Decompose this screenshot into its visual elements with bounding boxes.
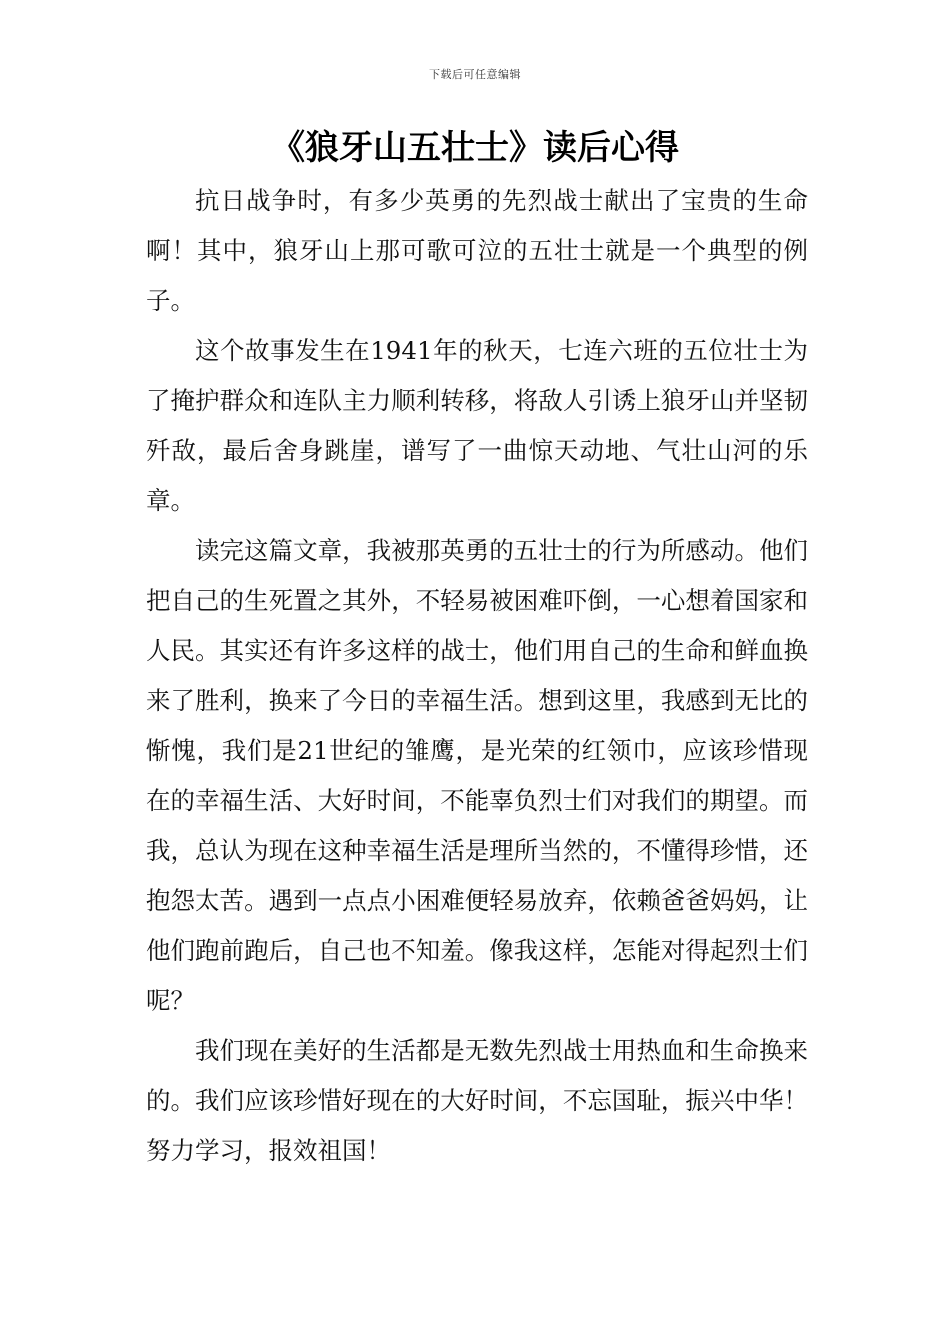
paragraph: 读完这篇文章，我被那英勇的五壮士的行为所感动。他们把自己的生死置之其外，不轻易被困难吓倒，一心想着国家和人民。其实还有许多这样的战士，他们用自己的生命和鲜血换来了胜利，换来了今日的幸福生活。想到这里，我感到无比的惭愧，我们是21世纪的雏鹰，是光荣的红领巾，应该珍惜现在的幸福生活、大好时间，不能辜负烈士们对我们的期望。而我，总认为现在这种幸福生活是理所当然的，不懂得珍惜，还抱怨太苦。遇到一点点小困难便轻易放弃，依赖爸爸妈妈，让他们跑前跑后，自己也不知羞。像我这样，怎能对得起烈士们呢？ xyxy=(146,536,808,1015)
paragraph: 我们现在美好的生活都是无数先烈战士用热血和生命换来的。我们应该珍惜好现在的大好时间，不忘国耻，振兴中华！努力学习，报效祖国！ xyxy=(146,1036,808,1165)
paragraph: 抗日战争时，有多少英勇的先烈战士献出了宝贵的生命啊！其中，狼牙山上那可歌可泣的五壮士就是一个典型的例子。 xyxy=(146,186,808,315)
paragraph: 这个故事发生在1941年的秋天，七连六班的五位壮士为了掩护群众和连队主力顺利转移，将敌人引诱上狼牙山并坚韧歼敌，最后舍身跳崖，谱写了一曲惊天动地、气壮山河的乐章。 xyxy=(146,336,808,515)
article-body xyxy=(146,176,808,1176)
page-title: 《狼牙山五壮士》读后心得 xyxy=(271,128,679,168)
header-note: 下载后可任意编辑 xyxy=(429,68,521,81)
